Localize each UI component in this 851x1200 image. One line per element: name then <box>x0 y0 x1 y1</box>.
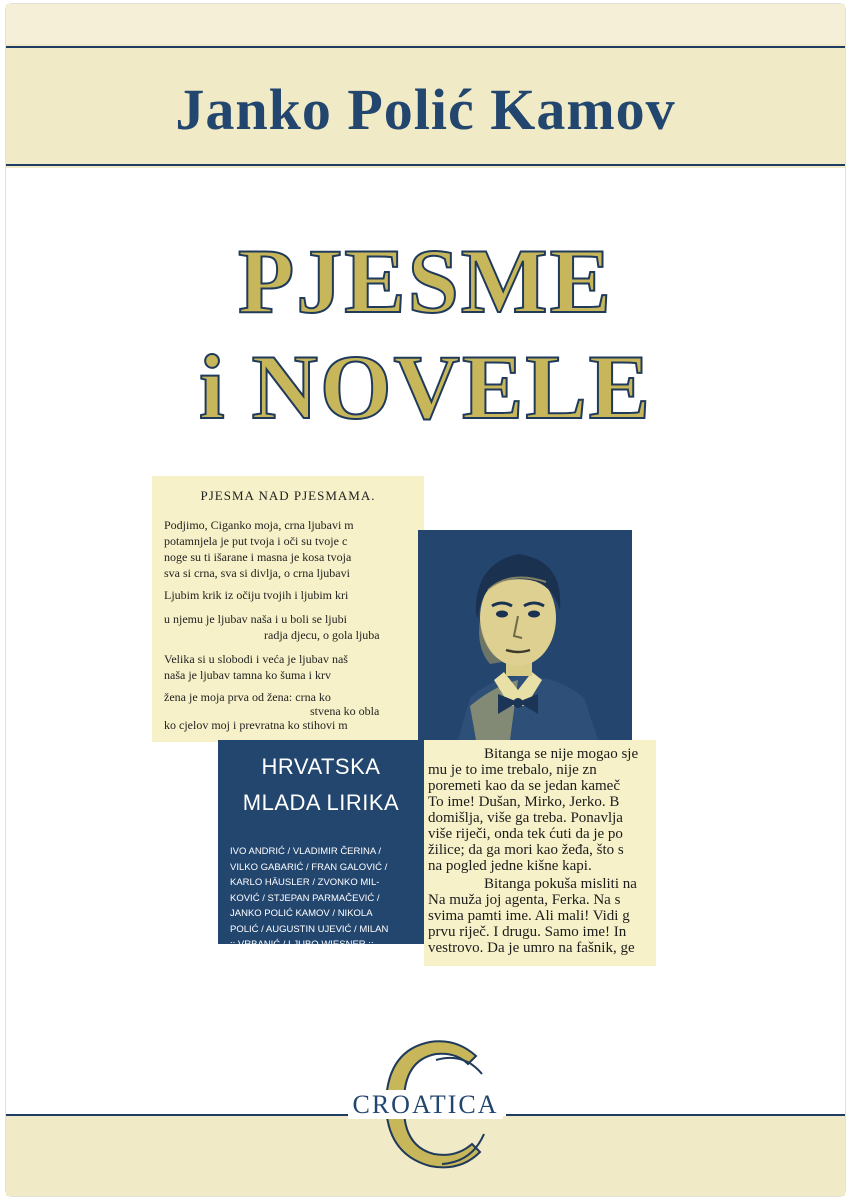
anthology-heading-line1: HRVATSKA <box>261 754 381 779</box>
prose-line: Na muža joj agenta, Ferka. Na s <box>428 892 621 908</box>
poem-line: u njemu je ljubav naša i u boli se ljubi <box>164 612 347 626</box>
poem-line: ko cjelov moj i prevratna ko stihovi m <box>164 718 348 732</box>
publisher-name: CROATICA <box>348 1090 502 1119</box>
anthology-name-line: POLIĆ / AUGUSTIN UJEVIĆ / MILAN <box>230 923 389 935</box>
poem-title: PJESMA NAD PJESMAMA. <box>200 488 376 503</box>
prose-line: prvu riječ. I drugu. Samo ime! In <box>428 924 627 940</box>
poem-line: žena je moja prva od žena: crna ko <box>164 690 331 704</box>
anthology-name-line: :: VRBANIĆ / LJUBO WIESNER :: <box>230 939 374 950</box>
portrait-illustration <box>418 530 632 740</box>
prose-line: Bitanga pokuša misliti na <box>484 876 637 892</box>
anthology-name-line: JANKO POLIĆ KAMOV / NIKOLA <box>230 908 373 919</box>
anthology-name-line: KARLO HÄUSLER / ZVONKO MIL- <box>230 877 380 888</box>
prose-line: To ime! Dušan, Mirko, Jerko. B <box>428 794 620 810</box>
publisher-logo-text <box>6 1090 845 1120</box>
prose-line: više riječi, onda tek ćuti da je po <box>428 826 623 842</box>
poem-line: Velika si u slobodi i veća je ljubav naš <box>164 652 348 666</box>
prose-line: Bitanga se nije mogao sje <box>484 746 639 762</box>
poem-line: radja djecu, o gola ljuba <box>264 628 380 642</box>
prose-line: domišlja, više ga treba. Ponavlja <box>428 810 623 826</box>
anthology-box <box>218 740 424 950</box>
poem-line: noge su ti išarane i masna je kosa tvoja <box>164 550 352 564</box>
top-rule <box>6 46 845 48</box>
poem-line: naša je ljubav tamna ko šuma i krv <box>164 668 331 682</box>
book-cover <box>6 4 845 1196</box>
prose-line: mu je to ime trebalo, nije zn <box>428 762 597 778</box>
poem-line: Ljubim krik iz očiju tvojih i ljubim kri <box>164 588 349 602</box>
book-title-line1: PJESME <box>238 230 613 332</box>
poem-line: Podjimo, Ciganko moja, crna ljubavi m <box>164 518 354 532</box>
author-name: Janko Polić Kamov <box>175 77 676 142</box>
anthology-name-line: KOVIĆ / STJEPAN PARMAČEVIĆ / <box>230 892 380 904</box>
prose-line: na pogled jedne kišne kapi. <box>428 858 592 874</box>
poem-excerpt-card <box>152 476 424 742</box>
anthology-name-line: VILKO GABARIĆ / FRAN GALOVIĆ / <box>230 861 388 873</box>
poem-line: potamnjela je put tvoja i oči su tvoje c <box>164 534 348 548</box>
prose-line: vestrovo. Da je umro na fašnik, ge <box>428 940 635 956</box>
header-rule <box>6 164 845 166</box>
prose-line: svima pamti ime. Ali mali! Vidi g <box>428 908 630 924</box>
prose-line: žilice; da ga mori kao žeđa, što s <box>428 842 624 858</box>
book-title-line2: i NOVELE <box>198 336 653 438</box>
anthology-name-line: IVO ANDRIĆ / VLADIMIR ČERINA / <box>230 846 381 857</box>
author-portrait <box>418 530 632 740</box>
prose-excerpt-card <box>424 740 656 966</box>
anthology-names <box>230 844 388 953</box>
poem-line: stvena ko obla <box>310 704 380 718</box>
anthology-heading-line2: MLADA LIRIKA <box>242 790 400 815</box>
poem-line: sva si crna, sva si divlja, o crna ljubavi <box>164 566 350 580</box>
prose-line: poremeti kao da se jedan kameč <box>428 778 620 794</box>
